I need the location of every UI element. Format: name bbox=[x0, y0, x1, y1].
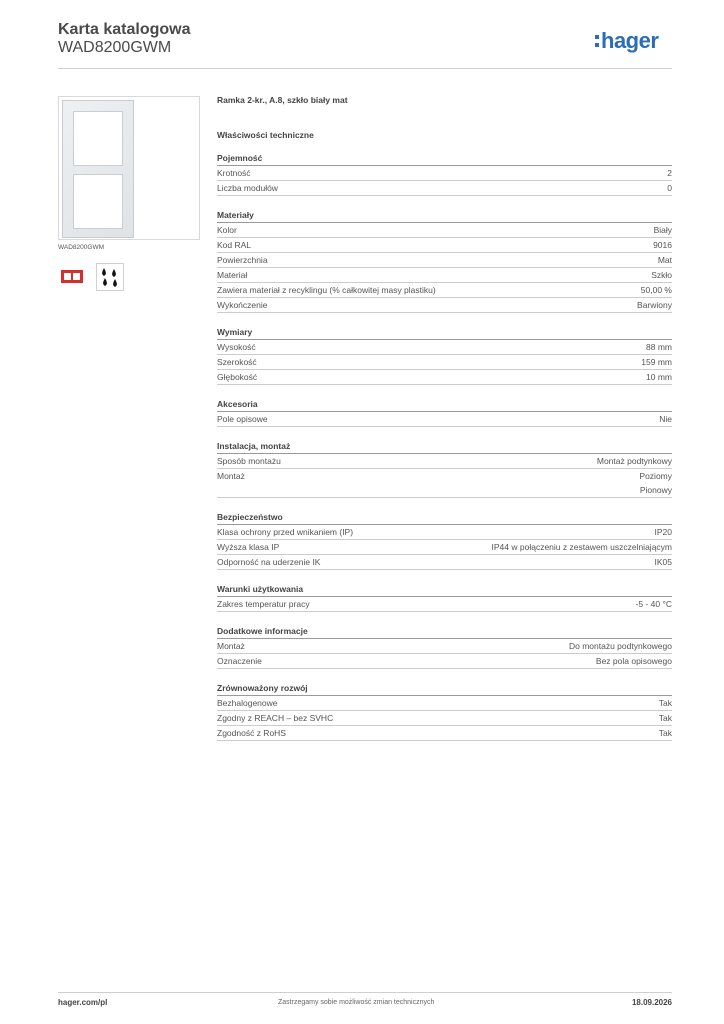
spec-value: Szkło bbox=[651, 270, 672, 280]
spec-row bbox=[217, 298, 672, 313]
spec-section bbox=[217, 325, 672, 385]
spec-value: 9016 bbox=[653, 240, 672, 250]
section-heading: Pojemność bbox=[217, 151, 672, 166]
water-drops-icon bbox=[96, 263, 124, 291]
spec-label: Głębokość bbox=[217, 372, 258, 382]
spec-value: 88 mm bbox=[646, 342, 672, 352]
section-heading: Warunki użytkowania bbox=[217, 582, 672, 597]
spec-row bbox=[217, 253, 672, 268]
spec-label: Montaż bbox=[217, 471, 245, 481]
spec-value: 50,00 % bbox=[640, 285, 672, 295]
spec-value: 2 bbox=[667, 168, 672, 178]
spec-section bbox=[217, 208, 672, 313]
spec-label: Klasa ochrony przed wnikaniem (IP) bbox=[217, 527, 354, 537]
spec-value: Barwiony bbox=[637, 300, 672, 310]
spec-label: Liczba modułów bbox=[217, 183, 278, 193]
spec-row bbox=[217, 525, 672, 540]
tech-heading: Właściwości techniczne bbox=[217, 130, 314, 140]
spec-section bbox=[217, 439, 672, 498]
spec-section bbox=[217, 624, 672, 669]
spec-value: 0 bbox=[667, 183, 672, 193]
header-divider bbox=[58, 68, 672, 69]
spec-value: 10 mm bbox=[646, 372, 672, 382]
product-title: Ramka 2-kr., A.8, szkło biały mat bbox=[217, 95, 348, 105]
spec-row bbox=[217, 654, 672, 669]
spec-row bbox=[217, 412, 672, 427]
spec-value: 159 mm bbox=[641, 357, 672, 367]
section-heading: Instalacja, montaż bbox=[217, 439, 672, 454]
spec-row bbox=[217, 597, 672, 612]
spec-value: Nie bbox=[659, 414, 672, 424]
spec-value: IP20 bbox=[654, 527, 672, 537]
spec-row bbox=[217, 370, 672, 385]
spec-label: Szerokość bbox=[217, 357, 257, 367]
spec-value: Tak bbox=[658, 698, 672, 708]
svg-text:hager: hager bbox=[601, 28, 659, 53]
spec-value: Montaż podtynkowy bbox=[596, 456, 672, 466]
frame-illustration bbox=[62, 100, 134, 238]
spec-value: Bez pola opisowego bbox=[595, 656, 672, 666]
spec-row bbox=[217, 639, 672, 654]
spec-row bbox=[217, 283, 672, 298]
spec-row bbox=[217, 454, 672, 469]
spec-row bbox=[217, 726, 672, 741]
spec-label: Zakres temperatur pracy bbox=[217, 599, 310, 609]
frame-opening-top bbox=[73, 111, 123, 166]
spec-row bbox=[217, 540, 672, 555]
specifications bbox=[217, 93, 672, 741]
product-code: WAD8200GWM bbox=[58, 39, 172, 56]
spec-row bbox=[217, 711, 672, 726]
spec-section bbox=[217, 397, 672, 427]
spec-label: Zgodny z REACH – bez SVHC bbox=[217, 713, 334, 723]
footer-note: Zastrzegamy sobie możliwość zmian technicznych bbox=[278, 999, 435, 1006]
image-caption: WAD8200GWM bbox=[58, 244, 104, 251]
hager-logo bbox=[594, 26, 674, 56]
spec-row bbox=[217, 181, 672, 196]
spec-value: Tak bbox=[658, 713, 672, 723]
spec-row bbox=[217, 469, 672, 498]
spec-row bbox=[217, 223, 672, 238]
footer-divider bbox=[58, 992, 672, 993]
section-heading: Akcesoria bbox=[217, 397, 672, 412]
spec-section bbox=[217, 151, 672, 196]
spec-row bbox=[217, 166, 672, 181]
spec-value: Biały bbox=[653, 225, 672, 235]
footer-date: 18.09.2026 bbox=[631, 998, 672, 1007]
spec-label: Sposób montażu bbox=[217, 456, 281, 466]
section-heading: Bezpieczeństwo bbox=[217, 510, 672, 525]
page-title: Karta katalogowa bbox=[58, 21, 191, 38]
spec-section bbox=[217, 510, 672, 570]
spec-value: IK05 bbox=[654, 557, 672, 567]
spec-label: Krotność bbox=[217, 168, 251, 178]
spec-row bbox=[217, 268, 672, 283]
section-heading: Dodatkowe informacje bbox=[217, 624, 672, 639]
ip-protection-icon bbox=[61, 270, 83, 283]
spec-section bbox=[217, 681, 672, 741]
spec-label: Zawiera materiał z recyklingu (% całkowitej masy plastiku) bbox=[217, 285, 436, 295]
section-heading: Materiały bbox=[217, 208, 672, 223]
spec-value: Mat bbox=[657, 255, 672, 265]
spec-label: Zgodność z RoHS bbox=[217, 728, 286, 738]
section-heading: Wymiary bbox=[217, 325, 672, 340]
spec-value: Poziomy Pionowy bbox=[639, 471, 672, 495]
spec-row bbox=[217, 238, 672, 253]
spec-value: Do montażu podtynkowego bbox=[568, 641, 672, 651]
spec-row bbox=[217, 555, 672, 570]
spec-value: Tak bbox=[658, 728, 672, 738]
spec-row bbox=[217, 355, 672, 370]
spec-value: IP44 w połączeniu z zestawem uszczelniającym bbox=[491, 542, 672, 552]
spec-label: Wyższa klasa IP bbox=[217, 542, 280, 552]
spec-label: Wysokość bbox=[217, 342, 256, 352]
spec-label: Montaż bbox=[217, 641, 245, 651]
section-heading: Zrównoważony rozwój bbox=[217, 681, 672, 696]
spec-row bbox=[217, 696, 672, 711]
spec-label: Powierzchnia bbox=[217, 255, 268, 265]
spec-row bbox=[217, 340, 672, 355]
spec-label: Kod RAL bbox=[217, 240, 252, 250]
spec-label: Bezhalogenowe bbox=[217, 698, 278, 708]
spec-label: Odporność na uderzenie IK bbox=[217, 557, 321, 567]
spec-label: Materiał bbox=[217, 270, 248, 280]
spec-value: -5 - 40 °C bbox=[635, 599, 672, 609]
spec-label: Oznaczenie bbox=[217, 656, 262, 666]
spec-label: Wykończenie bbox=[217, 300, 268, 310]
spec-section bbox=[217, 582, 672, 612]
frame-opening-bottom bbox=[73, 174, 123, 229]
footer-url[interactable]: hager.com/pl bbox=[58, 998, 108, 1007]
spec-label: Kolor bbox=[217, 225, 237, 235]
spec-sections bbox=[217, 151, 672, 741]
spec-label: Pole opisowe bbox=[217, 414, 268, 424]
